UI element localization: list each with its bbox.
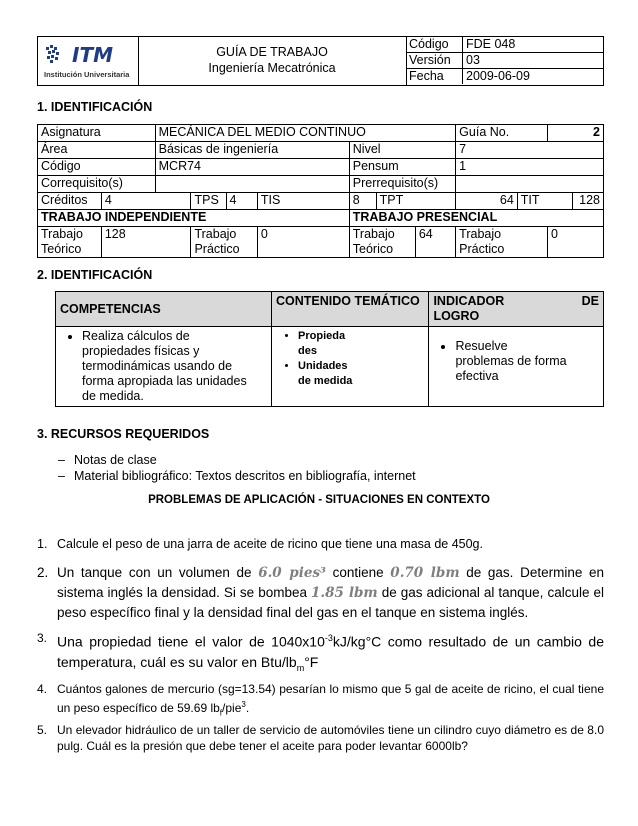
problem-text: Un tanque con un volumen de 6.0 pies³ contiene 0.70 lbm de gas. Determine en sistema inglés la densidad. Si se bombea 1.85 lbm de gas adicional al tanque, calcule el peso específico final y la densidad final del gas en el tanque en sistema inglés. bbox=[57, 565, 605, 620]
problem-3 bbox=[37, 628, 604, 677]
problem-number: 2. bbox=[37, 565, 49, 580]
row-trabajo-headers bbox=[38, 210, 604, 227]
codigo-value: MCR74 bbox=[155, 159, 349, 176]
problem-5 bbox=[37, 722, 604, 754]
meta-row bbox=[406, 69, 603, 85]
competencias-table bbox=[55, 291, 604, 407]
math-volume: 6.0 pies³ bbox=[258, 565, 326, 581]
problem-number: 3. bbox=[37, 631, 48, 645]
tp-practico-label: Trabajo Práctico bbox=[456, 227, 548, 258]
competencias-body-row bbox=[56, 327, 604, 407]
tp-practico-value: 0 bbox=[548, 227, 604, 258]
asignatura-label: Asignatura bbox=[38, 125, 156, 142]
problem-2 bbox=[37, 563, 604, 622]
competencias-header bbox=[56, 292, 272, 327]
document-title: GUÍA DE TRABAJO bbox=[216, 45, 328, 59]
problem-number: 5. bbox=[37, 723, 48, 737]
tis-label: TIS bbox=[257, 193, 349, 210]
nivel-value: 7 bbox=[456, 142, 604, 159]
problem-text: Calcule el peso de una jarra de aceite de ricino que tiene una masa de 450g. bbox=[57, 537, 483, 551]
logo-subtitle: Institución Universitaria bbox=[44, 70, 130, 79]
indicador-header-c: LOGRO bbox=[433, 309, 480, 323]
itm-logo bbox=[44, 43, 132, 81]
area-value: Básicas de ingeniería bbox=[155, 142, 349, 159]
problem-number: 1. bbox=[37, 537, 48, 551]
tis-value: 8 bbox=[349, 193, 376, 210]
row-asignatura bbox=[38, 125, 604, 142]
row-area bbox=[38, 142, 604, 159]
section1-heading: 1. IDENTIFICACIÓN bbox=[37, 100, 153, 114]
contenido-item: • Unidades de medida bbox=[298, 359, 358, 389]
competencias-cell bbox=[56, 327, 272, 407]
recursos-list bbox=[58, 452, 416, 484]
tpt-label: TPT bbox=[376, 193, 456, 210]
logo-text: ITM bbox=[72, 43, 113, 67]
meta-label: Código bbox=[406, 37, 463, 53]
tp-teorico-value: 64 bbox=[415, 227, 455, 258]
indicador-cell bbox=[429, 327, 604, 407]
tpt-value: 64 bbox=[456, 193, 518, 210]
tp-teorico-label: Trabajo Teórico bbox=[349, 227, 415, 258]
meta-row bbox=[406, 37, 603, 53]
problem-1 bbox=[37, 536, 604, 552]
ti-practico-label: Trabajo Práctico bbox=[191, 227, 257, 258]
contenido-cell bbox=[272, 327, 429, 407]
pensum-value: 1 bbox=[456, 159, 604, 176]
meta-table bbox=[406, 37, 603, 84]
indicador-header-b: DE bbox=[581, 294, 599, 308]
row-codigo bbox=[38, 159, 604, 176]
meta-value: FDE 048 bbox=[463, 37, 604, 53]
meta-row bbox=[406, 53, 603, 69]
math-added-mass: 1.85 lbm bbox=[311, 585, 378, 601]
tps-value: 4 bbox=[226, 193, 257, 210]
indicador-item: • Resuelve problemas de forma efectiva bbox=[455, 339, 599, 384]
contenido-item: • Propiedades bbox=[298, 329, 350, 359]
guia-label: Guía No. bbox=[456, 125, 548, 142]
problem-text: Un elevador hidráulico de un taller de servicio de automóviles tiene un cilindro cuyo diámetro es de 8.0 pulg. Cuál es la presión que debe tener el aceite para poder levantar 6000lb? bbox=[57, 723, 604, 753]
competencias-header-text: COMPETENCIAS bbox=[60, 301, 161, 316]
section2-heading: 2. IDENTIFICACIÓN bbox=[37, 268, 153, 282]
competencias-header-row bbox=[56, 292, 604, 327]
ti-practico-value: 0 bbox=[257, 227, 349, 258]
problem-4 bbox=[37, 681, 604, 721]
correq-value bbox=[155, 176, 349, 193]
meta-label: Versión bbox=[406, 53, 463, 69]
indicador-header bbox=[429, 292, 604, 327]
prereq-label: Prerrequisito(s) bbox=[349, 176, 455, 193]
tit-label: TIT bbox=[517, 193, 572, 210]
asignatura-value: MECÁNICA DEL MEDIO CONTINUO bbox=[155, 125, 456, 142]
creditos-value: 4 bbox=[101, 193, 191, 210]
ti-header: TRABAJO INDEPENDIENTE bbox=[38, 210, 350, 227]
meta-value: 03 bbox=[463, 53, 604, 69]
document-subtitle: Ingeniería Mecatrónica bbox=[208, 61, 336, 75]
indicador-header-a: INDICADOR bbox=[433, 294, 505, 308]
problem-number: 4. bbox=[37, 682, 48, 696]
meta-value: 2009-06-09 bbox=[463, 69, 604, 85]
contenido-header: CONTENIDO TEMÁTICO bbox=[272, 292, 429, 327]
meta-label: Fecha bbox=[406, 69, 463, 85]
row-creditos bbox=[38, 193, 604, 210]
guia-value: 2 bbox=[548, 125, 604, 142]
tps-label: TPS bbox=[191, 193, 226, 210]
problem-text: Cuántos galones de mercurio (sg=13.54) pesarían lo mismo que 5 gal de aceite de ricino, el cual tiene un peso específico de 59.69 $lb_f/pie^3$. bbox=[57, 682, 604, 718]
identification-table bbox=[37, 124, 604, 258]
tp-header: TRABAJO PRESENCIAL bbox=[349, 210, 603, 227]
prereq-value bbox=[456, 176, 604, 193]
codigo-label: Código bbox=[38, 159, 156, 176]
math-mass: 0.70 lbm bbox=[390, 565, 460, 581]
recurso-item: – Notas de clase bbox=[58, 452, 416, 468]
logo-cell bbox=[38, 37, 139, 85]
nivel-label: Nivel bbox=[349, 142, 455, 159]
correq-label: Correquisito(s) bbox=[38, 176, 156, 193]
ti-teorico-value: 128 bbox=[101, 227, 191, 258]
tit-value: 128 bbox=[572, 193, 603, 210]
pensum-label: Pensum bbox=[349, 159, 455, 176]
recurso-item: – Material bibliográfico: Textos descritos en bibliografía, internet bbox=[58, 468, 416, 484]
problem-text: Una propiedad tiene el valor de $1040x10^{-3}kJ/kg^\circ C$ como resultado de un cambio de temperatura, cuál es su valor en Btu/$lb_m^\circ F$ bbox=[57, 633, 604, 673]
competencia-item: • Realiza cálculos de propiedades físicas y termodinámicas usando de forma apropiada las unidades de medida. bbox=[82, 329, 267, 404]
row-requisitos bbox=[38, 176, 604, 193]
problems-title: PROBLEMAS DE APLICACIÓN - SITUACIONES EN CONTEXTO bbox=[148, 494, 490, 506]
area-label: Área bbox=[38, 142, 156, 159]
section3-heading: 3. RECURSOS REQUERIDOS bbox=[37, 427, 210, 441]
ti-teorico-label: Trabajo Teórico bbox=[38, 227, 102, 258]
creditos-label: Créditos bbox=[38, 193, 102, 210]
title-cell bbox=[138, 37, 407, 85]
row-trabajo-values bbox=[38, 227, 604, 258]
document-header bbox=[37, 36, 604, 86]
